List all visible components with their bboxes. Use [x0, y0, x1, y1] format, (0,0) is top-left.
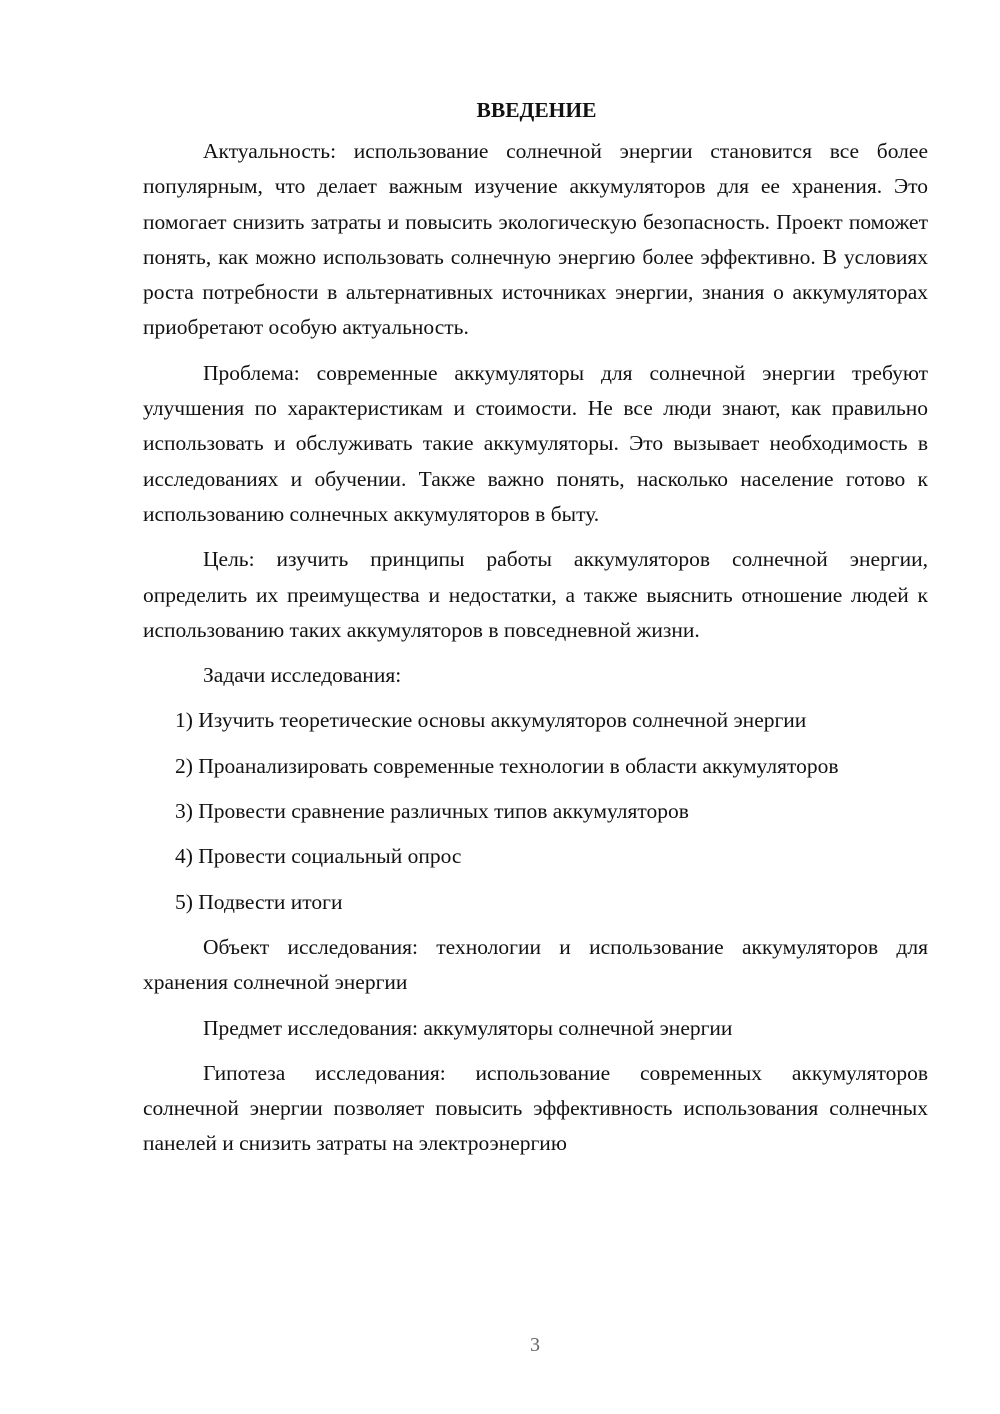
paragraph-object: Объект исследования: технологии и использование аккумуляторов для хранения солнечной энергии: [143, 934, 928, 995]
paragraph-relevance: Актуальность: использование солнечной энергии становится все более популярным, что делает важным изучение аккумуляторов для ее хранения. Это помогает снизить затраты и повысить экологическую безопасность. Проект поможет понять, как можно использовать солнечную энергию более эффективно. В условиях роста потребности в альтернативных источниках энергии, знания о аккумуляторах приобретают особую актуальность.: [143, 139, 928, 340]
task-item-1: 1) Изучить теоретические основы аккумуляторов солнечной энергии: [175, 708, 807, 733]
task-item-4: 4) Провести социальный опрос: [175, 844, 462, 869]
task-item-3: 3) Провести сравнение различных типов аккумуляторов: [175, 799, 689, 824]
document-page: [143, 96, 928, 1172]
paragraph-problem: Проблема: современные аккумуляторы для солнечной энергии требуют улучшения по характеристикам и стоимости. Не все люди знают, как правильно использовать и обслуживать такие аккумуляторы. Это вызывает необходимость в исследованиях и обучении. Также важно понять, насколько население готово к использованию солнечных аккумуляторов в быту.: [143, 360, 928, 526]
task-item-2: 2) Проанализировать современные технологии в области аккумуляторов: [175, 753, 839, 778]
task-item-5: 5) Подвести итоги: [175, 889, 343, 914]
paragraph-tasks-heading: Задачи исследования:: [203, 663, 402, 688]
paragraph-subject: Предмет исследования: аккумуляторы солнечной энергии: [203, 1015, 733, 1040]
paragraph-hypothesis: Гипотеза исследования: использование современных аккумуляторов солнечной энергии позволяет повысить эффективность использования солнечных панелей и снизить затраты на электроэнергию: [143, 1060, 928, 1156]
page-number: 3: [530, 1334, 540, 1356]
paragraph-goal: Цель: изучить принципы работы аккумуляторов солнечной энергии, определить их преимущества и недостатки, а также выяснить отношение людей к использованию таких аккумуляторов в повседневной жизни.: [143, 547, 928, 642]
section-heading: ВВЕДЕНИЕ: [476, 98, 597, 122]
